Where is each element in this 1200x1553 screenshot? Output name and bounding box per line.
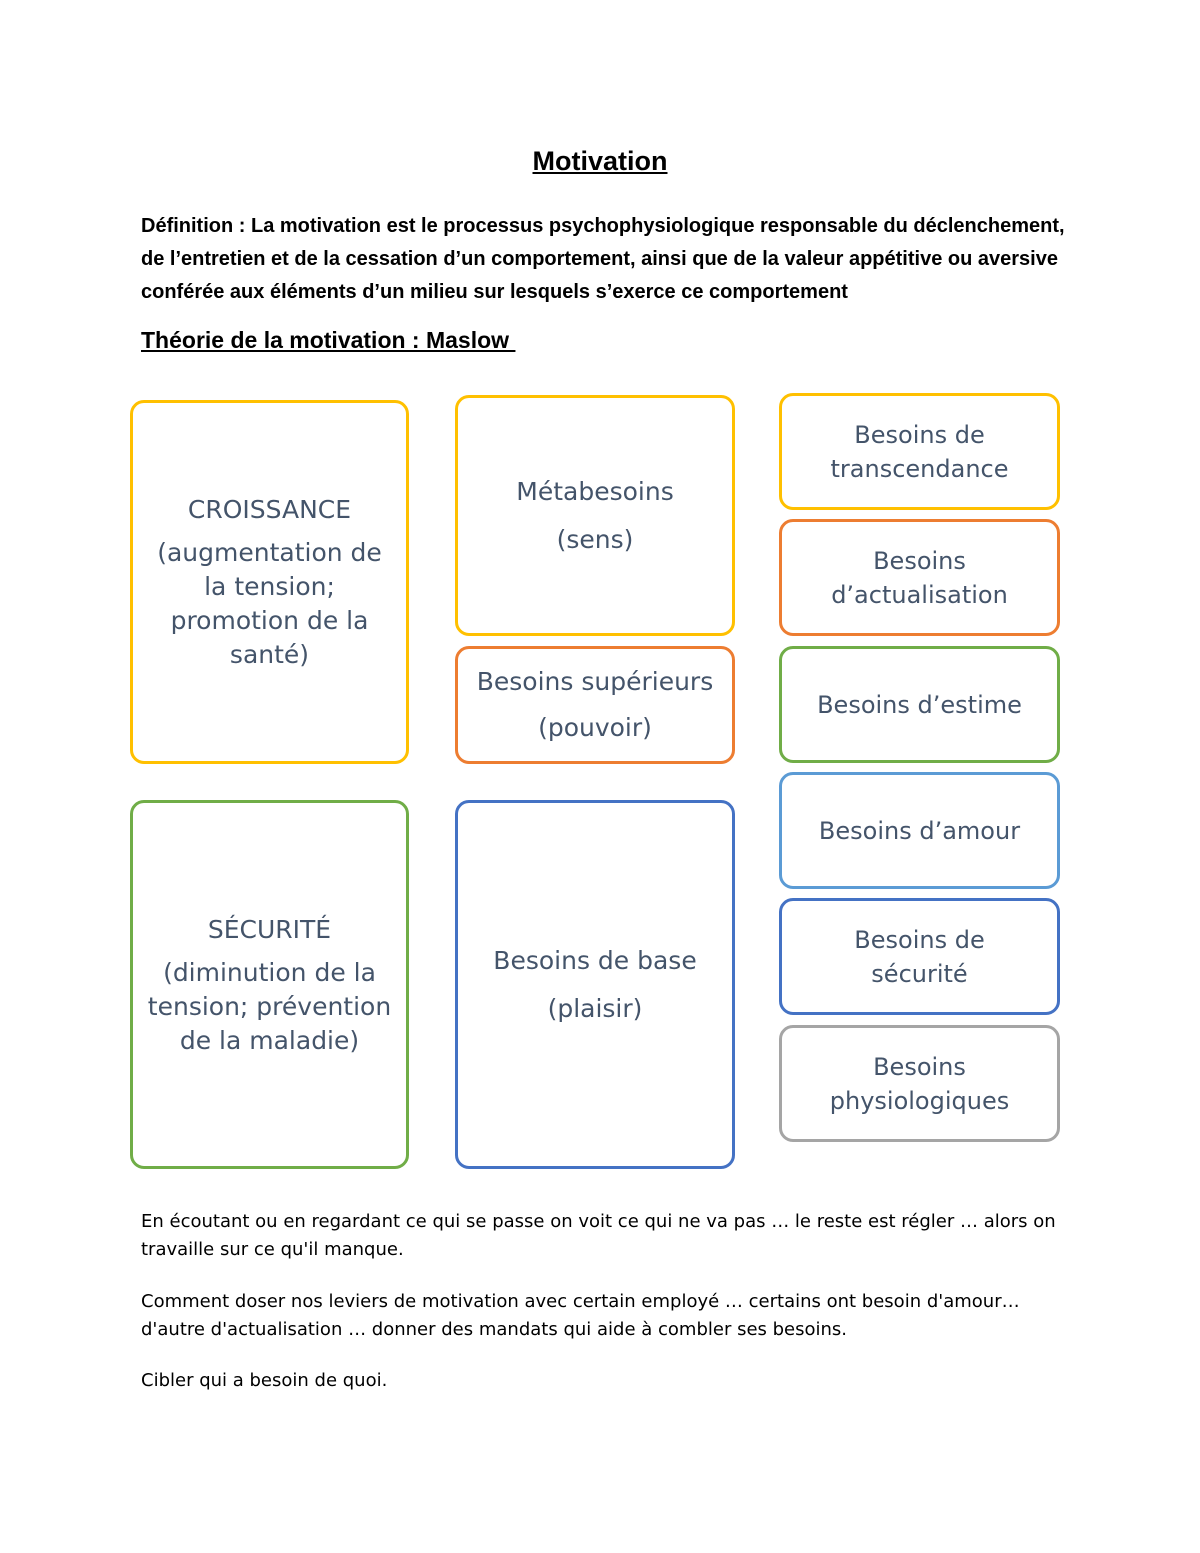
besoins-amour-box: [779, 772, 1060, 889]
definition-label: Définition :: [141, 215, 246, 237]
besoins-amour-label: Besoins d’amour: [818, 816, 1021, 845]
metabesoins-detail: (sens): [556, 524, 634, 554]
besoins-securite-label: Besoins de sécurité: [854, 925, 985, 988]
croissance-detail: (augmentation de la tension; promotion de la santé): [157, 538, 382, 669]
securite-title: SÉCURITÉ: [207, 914, 332, 944]
croissance-title: CROISSANCE: [187, 495, 352, 524]
besoins-superieurs-title: Besoins supérieurs: [476, 667, 714, 696]
besoins-actualisation-label: Besoins d’actualisation: [831, 546, 1008, 609]
besoins-transcendance-label: Besoins de transcendance: [830, 420, 1009, 483]
besoins-physiologiques-label: Besoins physiologiques: [829, 1052, 1010, 1115]
besoins-estime-box: [779, 646, 1060, 763]
section-title: Théorie de la motivation : Maslow: [141, 327, 516, 353]
besoins-physiologiques-box: [779, 1025, 1060, 1142]
page-title: Motivation: [532, 146, 668, 176]
besoins-base-box: [455, 800, 735, 1169]
definition: [141, 210, 1071, 309]
note-paragraph: Cibler qui a besoin de quoi.: [141, 1370, 388, 1391]
besoins-actualisation-box: [779, 519, 1060, 636]
securite-detail: (diminution de la tension; prévention de la maladie): [147, 957, 392, 1055]
croissance-box: [130, 400, 409, 764]
note-paragraph: Comment doser nos leviers de motivation avec certain employé … certains ont besoin d'amour… d'autre d'actualisation … donner des mandats qui aide à combler ses besoins.: [141, 1291, 1020, 1340]
note-paragraph: En écoutant ou en regardant ce qui se passe on voit ce qui ne va pas … le reste est régler … alors on travaille sur ce qu'il manque.: [141, 1211, 1056, 1260]
besoins-superieurs-detail: (pouvoir): [538, 713, 652, 742]
besoins-securite-box: [779, 898, 1060, 1015]
besoins-superieurs-box: [455, 646, 735, 764]
metabesoins-title: Métabesoins: [516, 476, 674, 506]
securite-box: [130, 800, 409, 1169]
besoins-base-title: Besoins de base: [493, 945, 697, 975]
besoins-estime-label: Besoins d’estime: [817, 690, 1022, 719]
metabesoins-box: [455, 395, 735, 636]
besoins-transcendance-box: [779, 393, 1060, 510]
definition-text: La motivation est le processus psychophysiologique responsable du déclenchement, de l’entretien et de la cessation d’un comportement, ainsi que de la valeur appétitive ou aversive conférée aux éléments d’un milieu sur lesquels s’exerce ce comportement: [141, 215, 1065, 303]
besoins-base-detail: (plaisir): [547, 993, 643, 1023]
